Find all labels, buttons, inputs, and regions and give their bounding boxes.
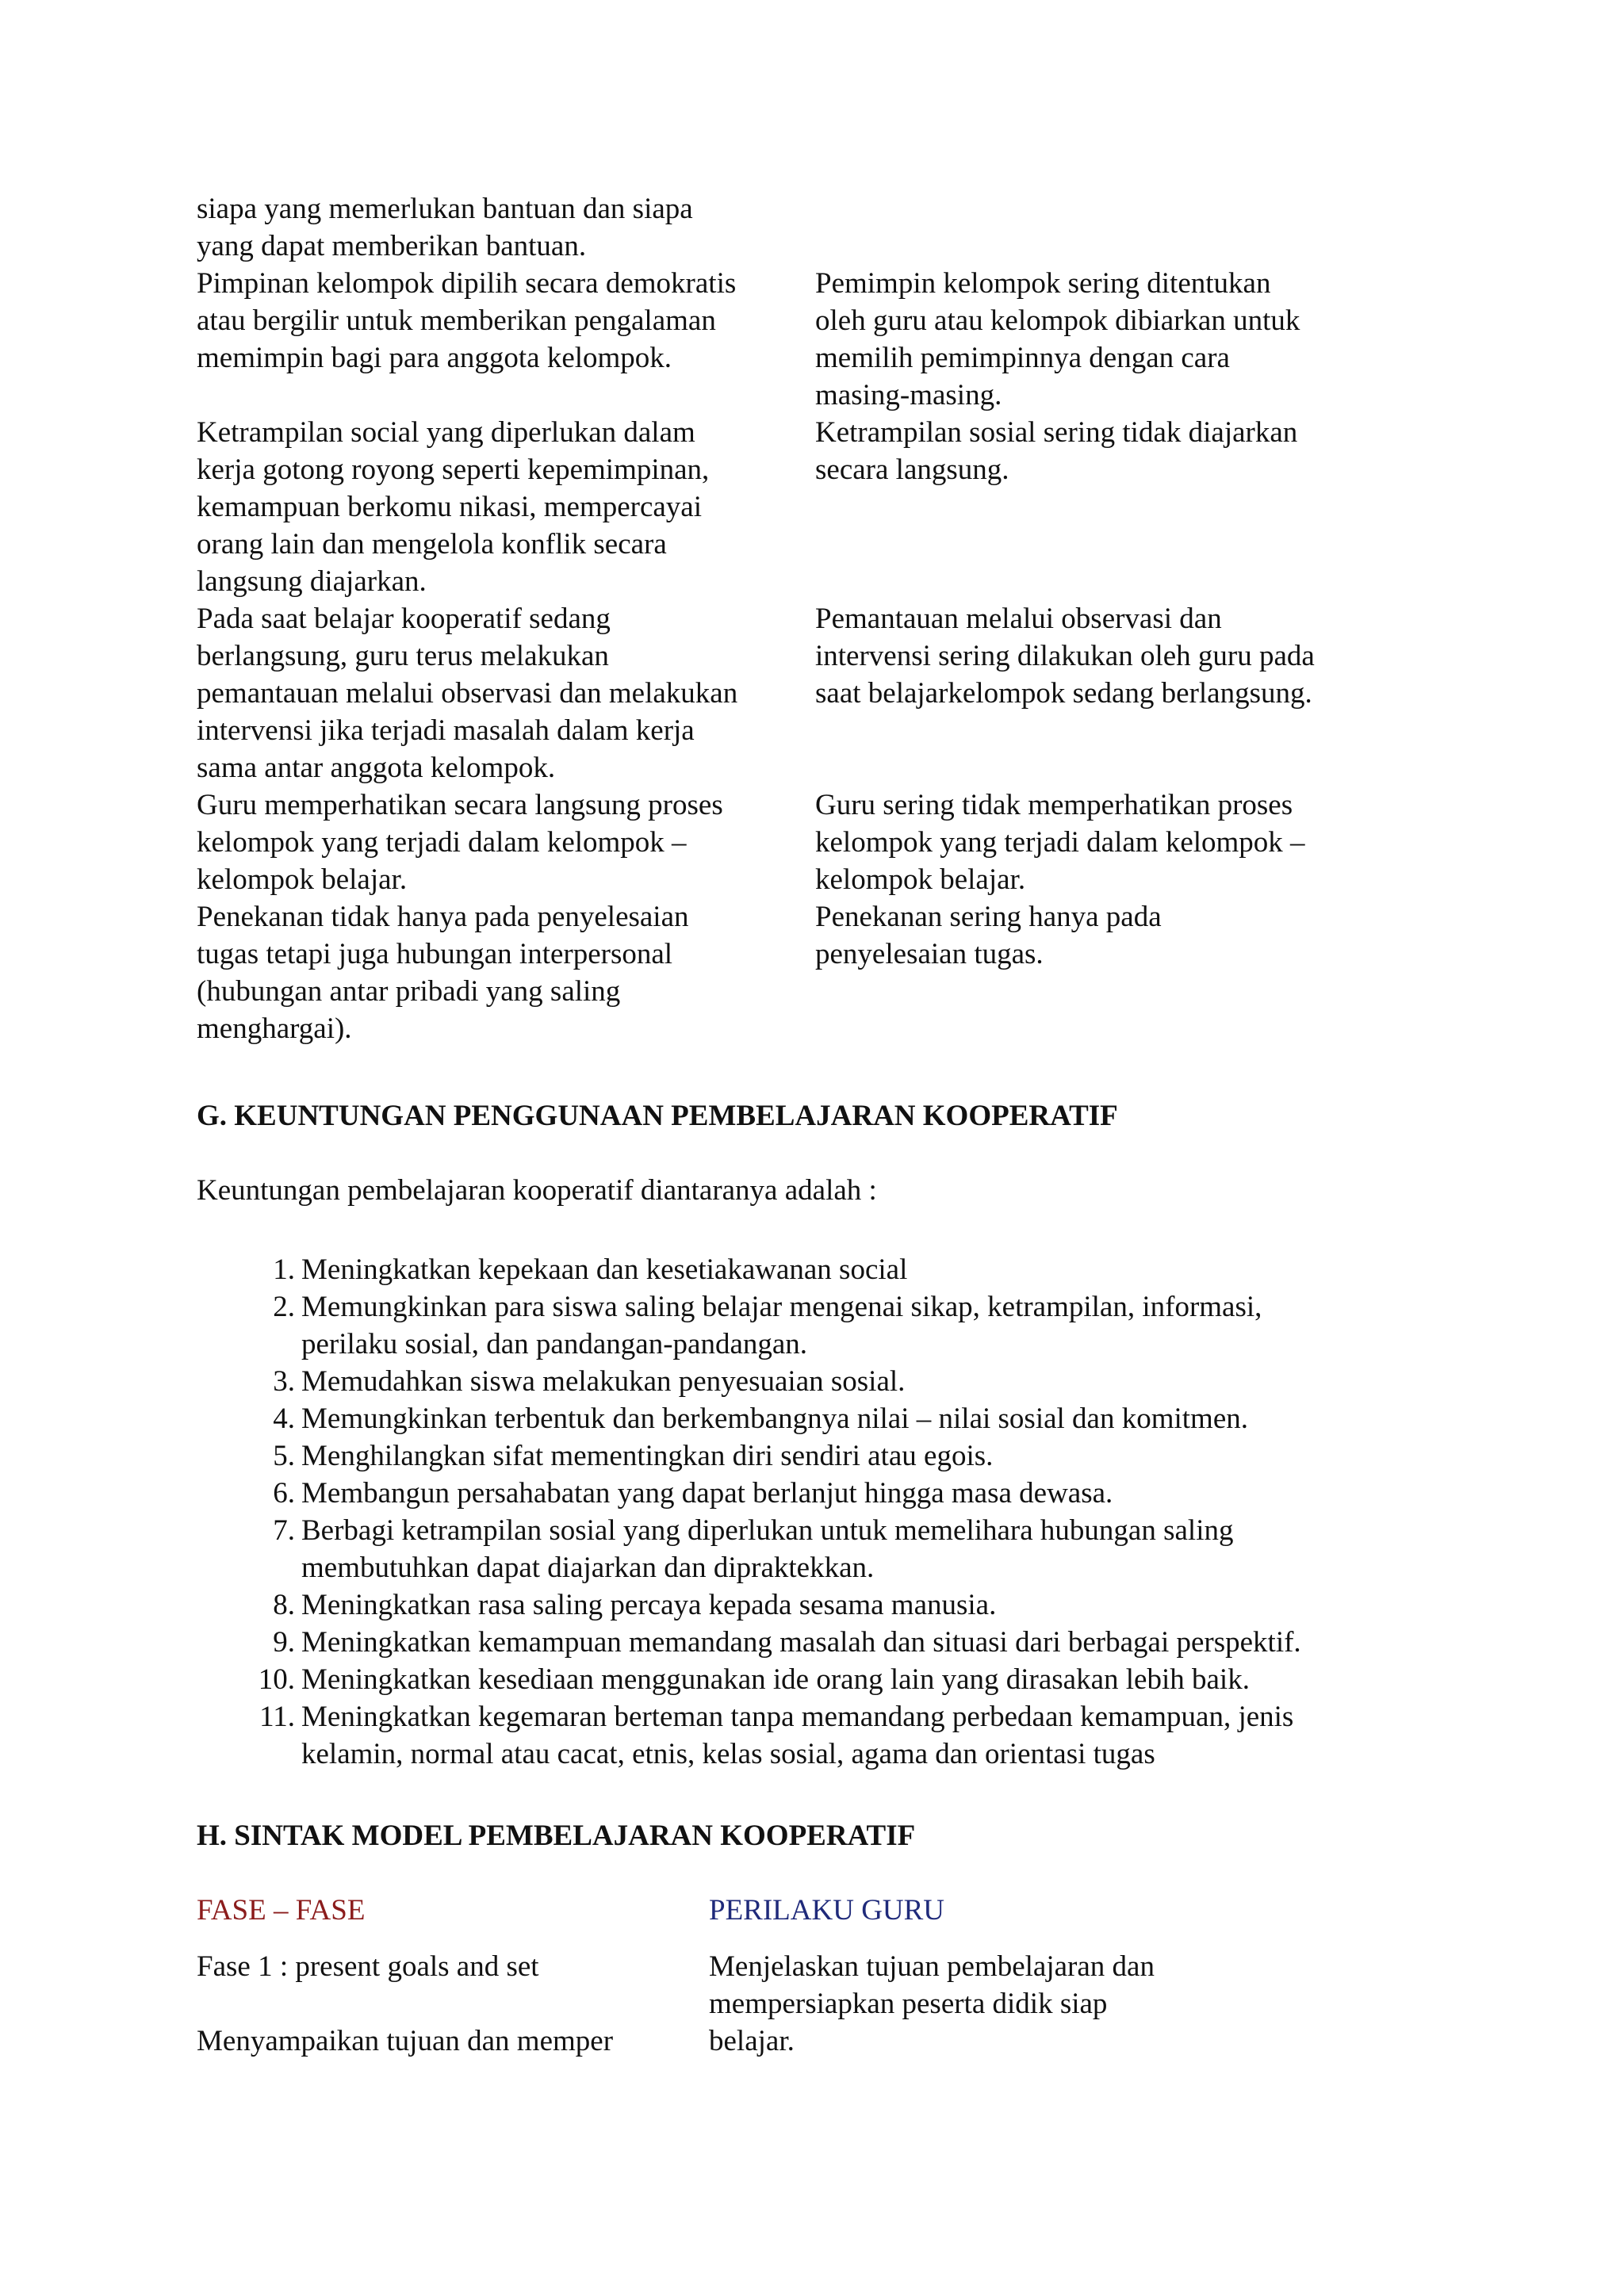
list-item [197,1437,1418,1475]
list-number: 1. [273,1253,295,1286]
fase-cell [197,1948,709,2060]
list-item [197,1251,1418,1288]
traditional-cell: Pemimpin kelompok sering ditentukan oleh guru atau kelompok dibiarkan untuk memilih pemimpinnya dengan cara masing-masing. [815,267,1300,411]
benefits-list [197,1251,1418,1773]
fase-column-header: FASE – FASE [197,1894,366,1927]
syntax-table [197,1892,1434,2060]
list-text: Menghilangkan sifat mementingkan diri sendiri atau egois. [301,1440,994,1472]
list-item [197,1698,1418,1773]
comparison-row [197,600,1434,786]
cooperative-cell: Pada saat belajar kooperatif sedang berlangsung, guru terus melakukan pemantauan melalui observasi dan melakukan intervensi jika terjadi masalah dalam kerja sama antar anggota kelompok. [197,603,738,784]
cooperative-cell: Ketrampilan social yang diperlukan dalam kerja gotong royong seperti kepemimpinan, kemampuan berkomu nikasi, mempercayai orang lain dan mengelola konflik secara langsung diajarkan. [197,416,710,598]
list-text: Meningkatkan kepekaan dan kesetiakawanan social [301,1253,908,1286]
list-item [197,1363,1418,1400]
list-item [197,1288,1418,1363]
list-number: 10. [258,1663,295,1696]
list-number: 3. [273,1365,295,1398]
list-text: Meningkatkan kegemaran berteman tanpa memandang perbedaan kemampuan, jenis kelamin, normal atau cacat, etnis, kelas sosial, agama dan orientasi tugas [301,1701,1294,1770]
cooperative-cell: Pimpinan kelompok dipilih secara demokratis atau bergilir untuk memberikan pengalaman memimpin bagi para anggota kelompok. [197,267,737,374]
perilaku-cell: Menjelaskan tujuan pembelajaran dan mempersiapkan peserta didik siap belajar. [709,1950,1155,2057]
comparison-table [197,190,1434,1047]
list-number: 7. [273,1514,295,1547]
list-text: Meningkatkan kesediaan menggunakan ide orang lain yang dirasakan lebih baik. [301,1663,1250,1696]
traditional-cell [815,190,1418,265]
list-number: 6. [273,1477,295,1510]
list-text: Berbagi ketrampilan sosial yang diperlukan untuk memelihara hubungan saling membutuhkan dapat diajarkan dan dipraktekkan. [301,1514,1234,1584]
list-item [197,1661,1418,1698]
cooperative-cell: Guru memperhatikan secara langsung proses kelompok yang terjadi dalam kelompok – kelompok belajar. [197,789,723,896]
traditional-cell: Penekanan sering hanya pada penyelesaian tugas. [815,901,1162,970]
comparison-row [197,265,1434,414]
section-g-heading: G. KEUNTUNGAN PENGGUNAAN PEMBELAJARAN KOOPERATIF [197,1100,1118,1132]
list-number: 8. [273,1589,295,1621]
list-item [197,1400,1418,1437]
list-text: Meningkatkan rasa saling percaya kepada sesama manusia. [301,1589,997,1621]
comparison-row [197,414,1434,600]
list-number: 11. [259,1701,295,1733]
list-text: Memudahkan siswa melakukan penyesuaian sosial. [301,1365,906,1398]
list-text: Membangun persahabatan yang dapat berlanjut hingga masa dewasa. [301,1477,1113,1510]
list-text: Memungkinkan para siswa saling belajar mengenai sikap, ketrampilan, informasi, perilaku sosial, dan pandangan-pandangan. [301,1291,1262,1360]
comparison-row [197,898,1434,1047]
list-text: Memungkinkan terbentuk dan berkembangnya nilai – nilai sosial dan komitmen. [301,1402,1249,1435]
list-item [197,1624,1418,1661]
list-text: Meningkatkan kemampuan memandang masalah dan situasi dari berbagai perspektif. [301,1626,1301,1659]
fase-title: Fase 1 : present goals and set [197,1950,539,1983]
section-g-intro: Keuntungan pembelajaran kooperatif diantaranya adalah : [197,1174,877,1207]
traditional-cell: Guru sering tidak memperhatikan proses kelompok yang terjadi dalam kelompok – kelompok belajar. [815,789,1305,896]
syntax-header-row [197,1892,1434,1929]
syntax-row [197,1948,1434,2060]
fase-description: Menyampaikan tujuan dan memper [197,2025,614,2057]
list-number: 2. [273,1291,295,1323]
traditional-cell: Ketrampilan sosial sering tidak diajarkan secara langsung. [815,416,1298,486]
traditional-cell: Pemantauan melalui observasi dan intervensi sering dilakukan oleh guru pada saat belajarkelompok sedang berlangsung. [815,603,1315,710]
cooperative-cell: siapa yang memerlukan bantuan dan siapa yang dapat memberikan bantuan. [197,193,693,262]
cooperative-cell: Penekanan tidak hanya pada penyelesaian tugas tetapi juga hubungan interpersonal (hubungan antar pribadi yang saling menghargai). [197,901,689,1045]
list-item [197,1586,1418,1624]
list-number: 5. [273,1440,295,1472]
list-number: 4. [273,1402,295,1435]
list-number: 9. [273,1626,295,1659]
list-item [197,1475,1418,1512]
section-h-heading: H. SINTAK MODEL PEMBELAJARAN KOOPERATIF [197,1820,916,1852]
spacer [197,1985,709,2022]
list-item [197,1512,1418,1586]
comparison-row [197,786,1434,898]
perilaku-column-header: PERILAKU GURU [709,1894,945,1927]
comparison-row [197,190,1434,265]
